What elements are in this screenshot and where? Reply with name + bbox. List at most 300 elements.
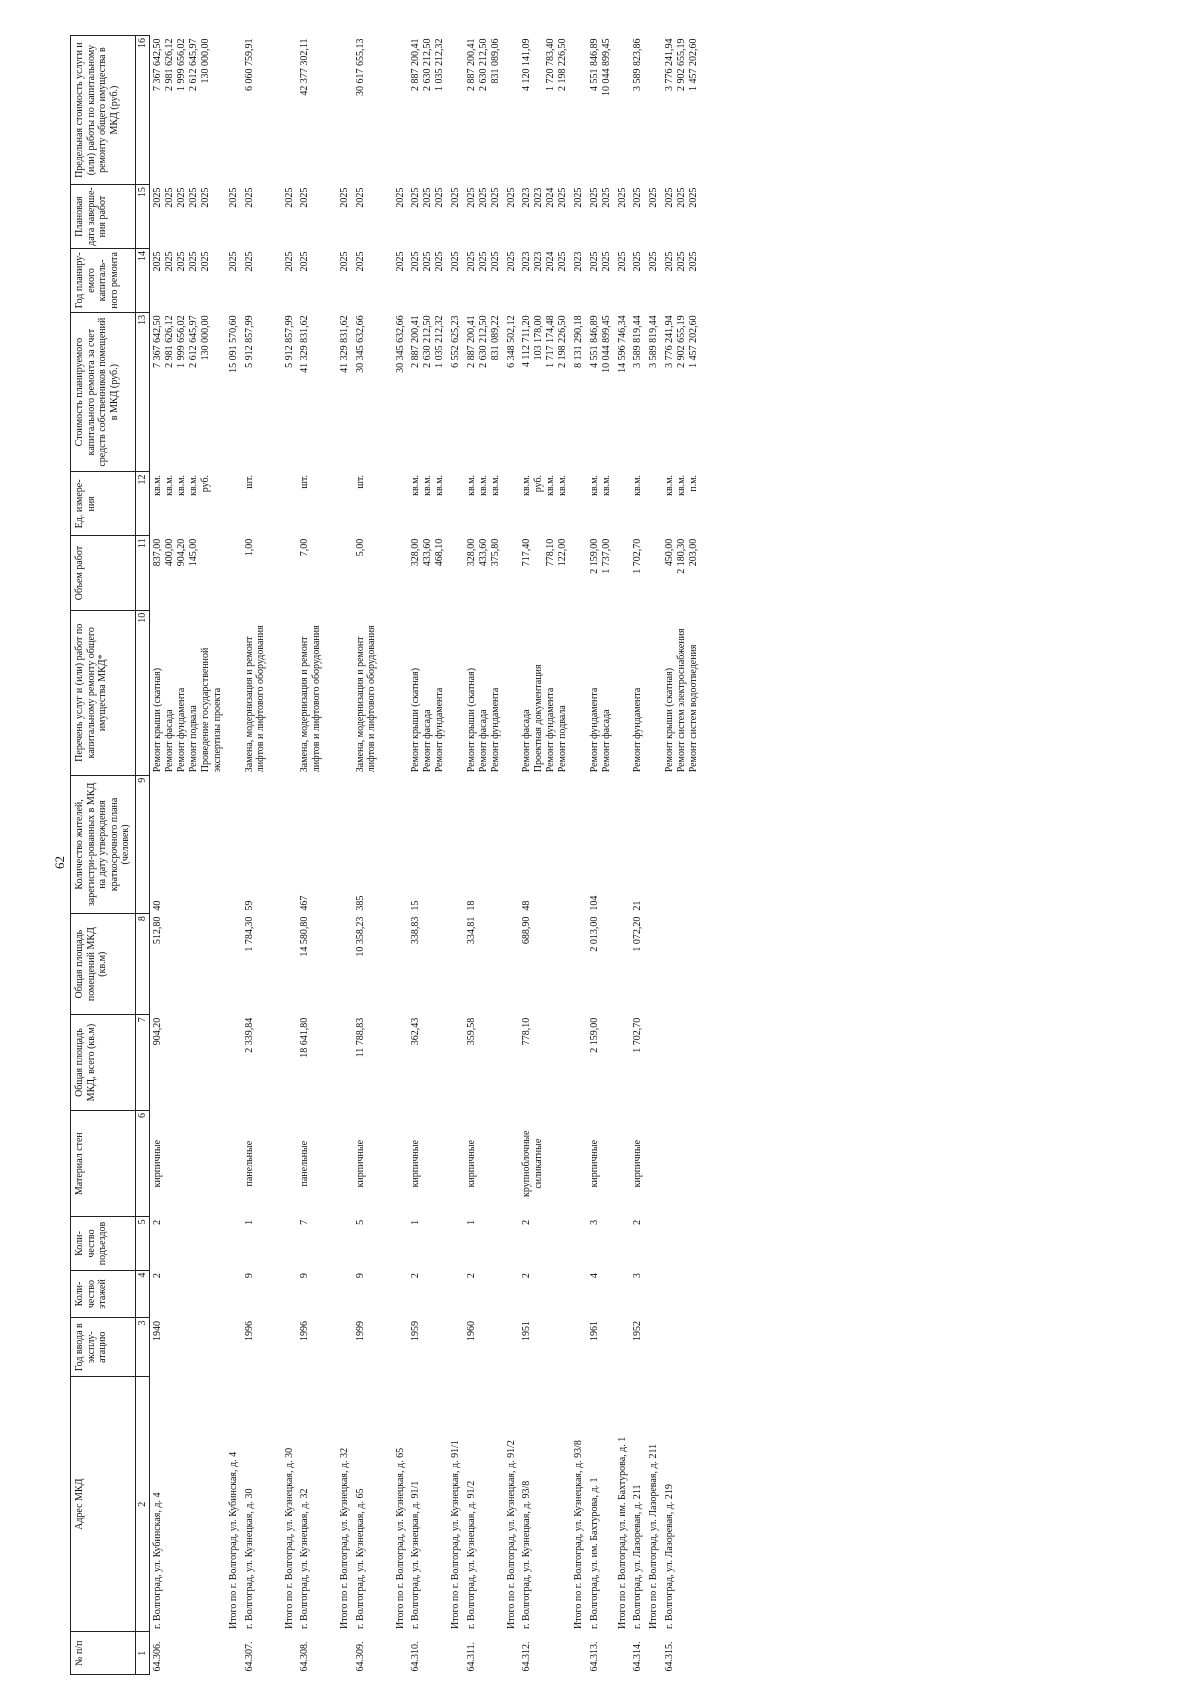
work-cost: 2 630 212,50 (477, 315, 489, 368)
cell-area: 11 788,83 (354, 1017, 366, 1058)
work-d: 2025 (489, 187, 501, 208)
empty-cell (646, 610, 662, 775)
table-row (587, 36, 615, 1675)
cell-year: 1961 (588, 1320, 600, 1341)
table-row (662, 36, 702, 1675)
header-row (71, 36, 136, 1675)
cell-work-vol (297, 536, 337, 611)
work-name: Ремонт фасада (164, 709, 175, 773)
work-d: 2025 (422, 187, 433, 208)
empty-cell (615, 536, 631, 611)
cell-area_prem: 688,90 (521, 916, 532, 945)
work-d: 2025 (243, 187, 255, 208)
column-header: Адрес МКД (71, 1377, 136, 1632)
cell-no: 64.307. (243, 1641, 255, 1672)
total-date: 2025 (573, 187, 584, 208)
cell-work-y (297, 248, 337, 312)
work-unit: кв.м. (588, 474, 600, 496)
cell-area (662, 1015, 702, 1111)
work-unit: кв.м. (422, 474, 433, 496)
empty-cell (337, 1270, 353, 1318)
total-date: 2025 (228, 187, 239, 208)
empty-cell (337, 775, 353, 913)
cell-area: 18 641,80 (299, 1017, 310, 1058)
total-cost: 6 552 625,23 (450, 315, 461, 368)
cell-people: 59 (243, 900, 255, 911)
work-d: 2025 (200, 187, 211, 208)
total-spacer (615, 1632, 631, 1675)
empty-cell (448, 914, 464, 1015)
work-vol: 1 702,70 (632, 538, 643, 574)
cell-people: 48 (521, 900, 532, 911)
cell-work-unit (150, 472, 227, 536)
empty-cell (282, 1015, 298, 1111)
work-lim: 6 060 759,91 (243, 38, 255, 91)
total-row (337, 36, 353, 1675)
work-unit: шт. (299, 474, 310, 489)
work-unit: кв.м. (164, 474, 175, 496)
cell-work-d (662, 185, 702, 249)
empty-cell (337, 36, 353, 185)
total-spacer (337, 1632, 353, 1675)
cell-no: 64.308. (299, 1641, 310, 1672)
cell-work-lim (662, 36, 702, 185)
total-year: 2025 (394, 251, 406, 272)
empty-cell (448, 1217, 464, 1270)
work-lim: 4 120 141,09 (521, 38, 532, 91)
work-unit: п.м. (687, 474, 699, 492)
cell-people: 15 (410, 900, 421, 911)
total-date: 2025 (648, 187, 659, 208)
work-vol: 433,60 (477, 538, 489, 567)
work-vol: 400,00 (164, 538, 175, 567)
column-number-row (135, 36, 150, 1675)
work-y: 2025 (176, 251, 187, 272)
cell-work-cost (662, 312, 702, 472)
empty-cell (646, 1110, 662, 1216)
work-lim: 2 198 226,50 (557, 38, 568, 91)
page-number: 62 (52, 856, 67, 869)
cell-entr: 2 (152, 1219, 163, 1225)
work-lim: 1 720 783,40 (545, 38, 556, 91)
cell-work-lim (408, 36, 448, 185)
work-name: Замена, модернизация и ремонт лифтов и лифтового оборудования (354, 625, 377, 773)
total-cost: 30 345 632,66 (394, 315, 406, 373)
work-lim (533, 39, 545, 182)
cell-work-unit (242, 472, 282, 536)
column-number: 14 (135, 248, 150, 312)
empty-cell (226, 472, 242, 536)
cell-work-lim (464, 36, 504, 185)
total-row (571, 36, 587, 1675)
total-cost: 5 912 857,99 (283, 315, 295, 368)
work-cost: 4 551 846,89 (588, 315, 600, 368)
work-unit: кв.м. (557, 474, 568, 496)
work-y: 2023 (533, 251, 544, 272)
work-y: 2025 (465, 251, 477, 272)
total-spacer (393, 1632, 409, 1675)
cell-people: 467 (299, 895, 310, 911)
empty-cell (393, 1318, 409, 1377)
cell-work-cost (519, 312, 571, 472)
cell-area_prem (662, 914, 702, 1015)
work-cost: 5 912 857,99 (243, 315, 255, 368)
cell-mat: кирпичные (632, 1139, 643, 1188)
cell-work-cost (150, 312, 227, 472)
work-name: Ремонт фундамента (632, 687, 643, 773)
cell-work-vol (408, 536, 448, 611)
empty-cell (448, 1270, 464, 1318)
cell-work-y (587, 248, 615, 312)
cell-mat: кирпичные (410, 1139, 421, 1188)
work-d: 2025 (687, 187, 699, 208)
empty-cell (226, 1318, 242, 1377)
work-lim: 2 630 212,50 (477, 38, 489, 91)
work-y: 2025 (152, 251, 163, 272)
work-y: 2024 (545, 251, 556, 272)
table-row (242, 36, 282, 1675)
total-year: 2025 (339, 251, 350, 272)
cell-floors: 4 (588, 1273, 600, 1279)
work-lim: 7 367 642,50 (152, 38, 163, 91)
table-row (519, 36, 571, 1675)
column-header: Материал стен (71, 1110, 136, 1216)
empty-cell (615, 1217, 631, 1270)
cell-addr: г. Волгоград, ул. им. Бахтурова, д. 1 (588, 1477, 600, 1629)
empty-cell (393, 1270, 409, 1318)
total-row (646, 36, 662, 1675)
work-cost: 3 776 241,94 (663, 315, 675, 368)
work-unit: кв.м. (675, 474, 687, 496)
cell-work-name (242, 610, 282, 775)
work-d: 2025 (164, 187, 175, 208)
work-y: 2025 (243, 251, 255, 272)
work-unit: кв.м. (600, 474, 612, 496)
empty-cell (646, 1270, 662, 1318)
empty-cell (337, 610, 353, 775)
empty-cell (615, 1270, 631, 1318)
work-name: Ремонт фундамента (545, 687, 556, 773)
work-d: 2025 (410, 187, 421, 208)
cell-people: 104 (588, 895, 600, 911)
work-vol: 717,40 (521, 538, 532, 567)
empty-cell (504, 1217, 520, 1270)
cell-year: 1996 (299, 1320, 310, 1341)
empty-cell (615, 610, 631, 775)
empty-cell (504, 1318, 520, 1377)
cell-year: 1952 (632, 1320, 643, 1341)
empty-cell (504, 36, 520, 185)
work-name: Ремонт фундамента (176, 687, 187, 773)
cell-work-lim (150, 36, 227, 185)
work-y: 2025 (557, 251, 568, 272)
work-unit: кв.м. (434, 474, 445, 496)
work-unit: кв.м. (152, 474, 163, 496)
total-date: 2025 (339, 187, 350, 208)
work-name: Ремонт фасада (422, 709, 433, 773)
cell-floors: 2 (465, 1273, 477, 1279)
total-row (226, 36, 242, 1675)
empty-cell (646, 536, 662, 611)
cell-work-y (150, 248, 227, 312)
empty-cell (504, 775, 520, 913)
cell-work-d (587, 185, 615, 249)
work-vol: 203,00 (687, 538, 699, 567)
work-lim: 831 089,06 (489, 38, 501, 84)
cell-no: 64.310. (410, 1641, 421, 1672)
cell-addr: г. Волгоград, ул. Кузнецкая, д. 91/2 (465, 1480, 477, 1629)
cell-work-lim (519, 36, 571, 185)
empty-cell (504, 536, 520, 611)
table-row (630, 36, 646, 1675)
column-header: Плановая дата заверше-ния работ (71, 185, 136, 249)
work-lim: 2 887 200,41 (465, 38, 477, 91)
total-year: 2025 (450, 251, 461, 272)
total-label: Итого по г. Волгоград, ул. Кузнецкая, д. 93/8 (573, 1440, 584, 1629)
work-vol: 778,10 (545, 538, 556, 567)
cell-entr: 1 (410, 1219, 421, 1225)
work-d: 2025 (557, 187, 568, 208)
cell-work-d (297, 185, 337, 249)
work-unit: кв.м. (521, 474, 532, 496)
cell-work-name (297, 610, 337, 775)
cell-work-unit (662, 472, 702, 536)
total-label: Итого по г. Волгоград, ул. им. Бахтурова, д. 1 (616, 1436, 628, 1629)
cell-work-d (242, 185, 282, 249)
cell-work-y (662, 248, 702, 312)
work-y: 2025 (600, 251, 612, 272)
cell-work-lim (297, 36, 337, 185)
cell-mat: кирпичные (465, 1139, 477, 1188)
empty-cell (571, 775, 587, 913)
column-header: Коли-чество этажей (71, 1270, 136, 1318)
total-cost: 8 131 290,18 (573, 315, 584, 368)
total-date: 2025 (616, 187, 628, 208)
cell-work-d (464, 185, 504, 249)
total-cost: 15 091 570,60 (228, 315, 239, 373)
cell-work-vol (662, 536, 702, 611)
work-name: Замена, модернизация и ремонт лифтов и лифтового оборудования (299, 625, 322, 773)
work-cost: 2 887 200,41 (410, 315, 421, 368)
cell-floors: 3 (632, 1273, 643, 1279)
work-y: 2025 (632, 251, 643, 272)
empty-cell (393, 1015, 409, 1111)
cell-work-unit (464, 472, 504, 536)
cell-work-name (464, 610, 504, 775)
column-header: Количество жителей, зарегистри-рованных в МКД на дату утверждения краткосрочного плана (человек) (71, 775, 136, 913)
empty-cell (448, 775, 464, 913)
work-y: 2025 (164, 251, 175, 272)
work-d: 2025 (600, 187, 612, 208)
work-vol: 328,00 (410, 538, 421, 567)
empty-cell (337, 472, 353, 536)
work-vol (533, 539, 545, 608)
cell-area_prem: 1 784,30 (243, 916, 255, 952)
work-unit: кв.м. (465, 474, 477, 496)
work-name: Ремонт систем электроснабжения (675, 628, 687, 773)
work-lim: 1 035 212,32 (434, 38, 445, 91)
total-date: 2025 (505, 187, 517, 208)
empty-cell (226, 536, 242, 611)
work-d: 2025 (588, 187, 600, 208)
empty-cell (393, 536, 409, 611)
cell-addr: г. Волгоград, ул. Кузнецкая, д. 91/1 (410, 1480, 421, 1629)
empty-cell (571, 36, 587, 185)
work-vol: 145,00 (188, 538, 199, 567)
empty-cell (504, 1110, 520, 1216)
cell-work-d (353, 185, 393, 249)
total-year: 2025 (228, 251, 239, 272)
total-row (448, 36, 464, 1675)
total-label: Итого по г. Волгоград, ул. Кузнецкая, д. 91/2 (505, 1440, 517, 1629)
column-number: 4 (135, 1270, 150, 1318)
empty-cell (448, 1318, 464, 1377)
work-vol: 375,80 (489, 538, 501, 567)
empty-cell (615, 775, 631, 913)
column-header: Перечень услуг и (или) работ по капитальному ремонту общего имущества МКД* (71, 610, 136, 775)
work-cost: 130 000,00 (200, 315, 211, 361)
cell-work-vol (353, 536, 393, 611)
cell-year: 1999 (354, 1320, 366, 1341)
cell-work-lim (630, 36, 646, 185)
work-name: Ремонт фасада (477, 709, 489, 773)
work-vol: 328,00 (465, 538, 477, 567)
column-number: 9 (135, 775, 150, 913)
cell-work-name (587, 610, 615, 775)
column-number: 11 (135, 536, 150, 611)
total-year: 2025 (505, 251, 517, 272)
cell-work-y (408, 248, 448, 312)
cell-work-vol (630, 536, 646, 611)
total-year: 2025 (283, 251, 295, 272)
work-vol: 837,00 (152, 538, 163, 567)
empty-cell (571, 536, 587, 611)
cell-work-lim (587, 36, 615, 185)
cell-mat: кирпичные (354, 1139, 366, 1188)
cell-mat: панельные (299, 1140, 310, 1187)
empty-cell (282, 610, 298, 775)
work-name: Ремонт подвала (557, 705, 568, 773)
cell-people: 40 (152, 900, 163, 911)
empty-cell (337, 1217, 353, 1270)
work-vol: 1,00 (243, 538, 255, 557)
empty-cell (615, 1015, 631, 1111)
work-d: 2025 (188, 187, 199, 208)
column-header: Стоимость планируемого капитального ремонта за счет средств собственников помещений в МКД (руб.) (71, 312, 136, 472)
cell-work-unit (519, 472, 571, 536)
cell-area_prem: 14 580,80 (299, 916, 310, 957)
work-y: 2023 (521, 251, 532, 272)
cell-addr: г. Волгоград, ул. Кузнецкая, д. 65 (354, 1488, 366, 1629)
total-date: 2025 (283, 187, 295, 208)
cell-area_prem: 1 072,20 (632, 916, 643, 952)
work-y: 2025 (354, 251, 366, 272)
work-name: Ремонт систем водоотведения (687, 644, 699, 773)
empty-cell (571, 914, 587, 1015)
work-cost: 1 717 174,48 (545, 315, 556, 368)
empty-cell (282, 536, 298, 611)
work-name: Ремонт крыши (скатная) (152, 667, 163, 773)
work-cost: 2 902 655,19 (675, 315, 687, 368)
column-number: 8 (135, 914, 150, 1015)
column-header: Год ввода в эксплу-атацию (71, 1318, 136, 1377)
cell-area: 778,10 (521, 1017, 532, 1046)
cell-work-vol (464, 536, 504, 611)
empty-cell (393, 610, 409, 775)
work-lim: 1 457 202,60 (687, 38, 699, 91)
work-vol: 468,10 (434, 538, 445, 567)
work-vol: 7,00 (299, 538, 310, 557)
cell-work-cost (353, 312, 393, 472)
empty-cell (448, 1015, 464, 1111)
work-lim: 30 617 655,13 (354, 38, 366, 96)
cell-work-name (150, 610, 227, 775)
work-d: 2024 (545, 187, 556, 208)
work-cost: 2 612 645,97 (188, 315, 199, 368)
empty-cell (282, 1318, 298, 1377)
empty-cell (571, 472, 587, 536)
column-number: 13 (135, 312, 150, 472)
table-row (353, 36, 393, 1675)
work-unit: кв.м. (632, 474, 643, 496)
cell-work-unit (630, 472, 646, 536)
cell-people: 18 (465, 900, 477, 911)
empty-cell (282, 1217, 298, 1270)
empty-cell (282, 1110, 298, 1216)
empty-cell (646, 775, 662, 913)
work-lim: 4 551 846,89 (588, 38, 600, 91)
work-vol: 122,00 (557, 538, 568, 567)
column-header: Ед. измере-ния (71, 472, 136, 536)
cell-work-d (150, 185, 227, 249)
cell-floors (662, 1270, 702, 1318)
work-unit: кв.м. (489, 474, 501, 496)
empty-cell (571, 1217, 587, 1270)
work-cost: 103 178,00 (533, 315, 544, 361)
work-name: Ремонт подвала (188, 705, 199, 773)
total-year: 2025 (616, 251, 628, 272)
work-cost: 2 198 226,50 (557, 315, 568, 368)
total-cost: 41 329 831,62 (339, 315, 350, 373)
column-number: 5 (135, 1217, 150, 1270)
cell-addr: г. Волгоград, ул. Кузнецкая, д. 30 (243, 1488, 255, 1629)
cell-no: 64.312. (521, 1641, 532, 1672)
cell-work-cost (587, 312, 615, 472)
work-name: Ремонт фундамента (588, 687, 600, 773)
column-number: 15 (135, 185, 150, 249)
empty-cell (504, 1015, 520, 1111)
cell-floors: 9 (299, 1273, 310, 1279)
cell-addr: г. Волгоград, ул. Лазоревая, д. 219 (663, 1484, 675, 1629)
cell-work-name (519, 610, 571, 775)
work-name: Ремонт фасада (521, 709, 532, 773)
cell-work-y (464, 248, 504, 312)
total-date: 2025 (394, 187, 406, 208)
total-label: Итого по г. Волгоград, ул. Кузнецкая, д. 91/1 (450, 1440, 461, 1629)
cell-entr: 1 (243, 1219, 255, 1225)
work-lim: 2 981 626,12 (164, 38, 175, 91)
total-label: Итого по г. Волгоград, ул. Кузнецкая, д. 32 (339, 1447, 350, 1629)
empty-cell (615, 1110, 631, 1216)
cell-area_prem: 338,83 (410, 916, 421, 945)
total-spacer (504, 1632, 520, 1675)
total-row (393, 36, 409, 1675)
work-unit: руб. (533, 474, 544, 493)
work-y: 2025 (675, 251, 687, 272)
column-header: Общая площадь помещений МКД (кв.м) (71, 914, 136, 1015)
cell-floors: 2 (152, 1273, 163, 1279)
cell-floors: 2 (521, 1273, 532, 1279)
